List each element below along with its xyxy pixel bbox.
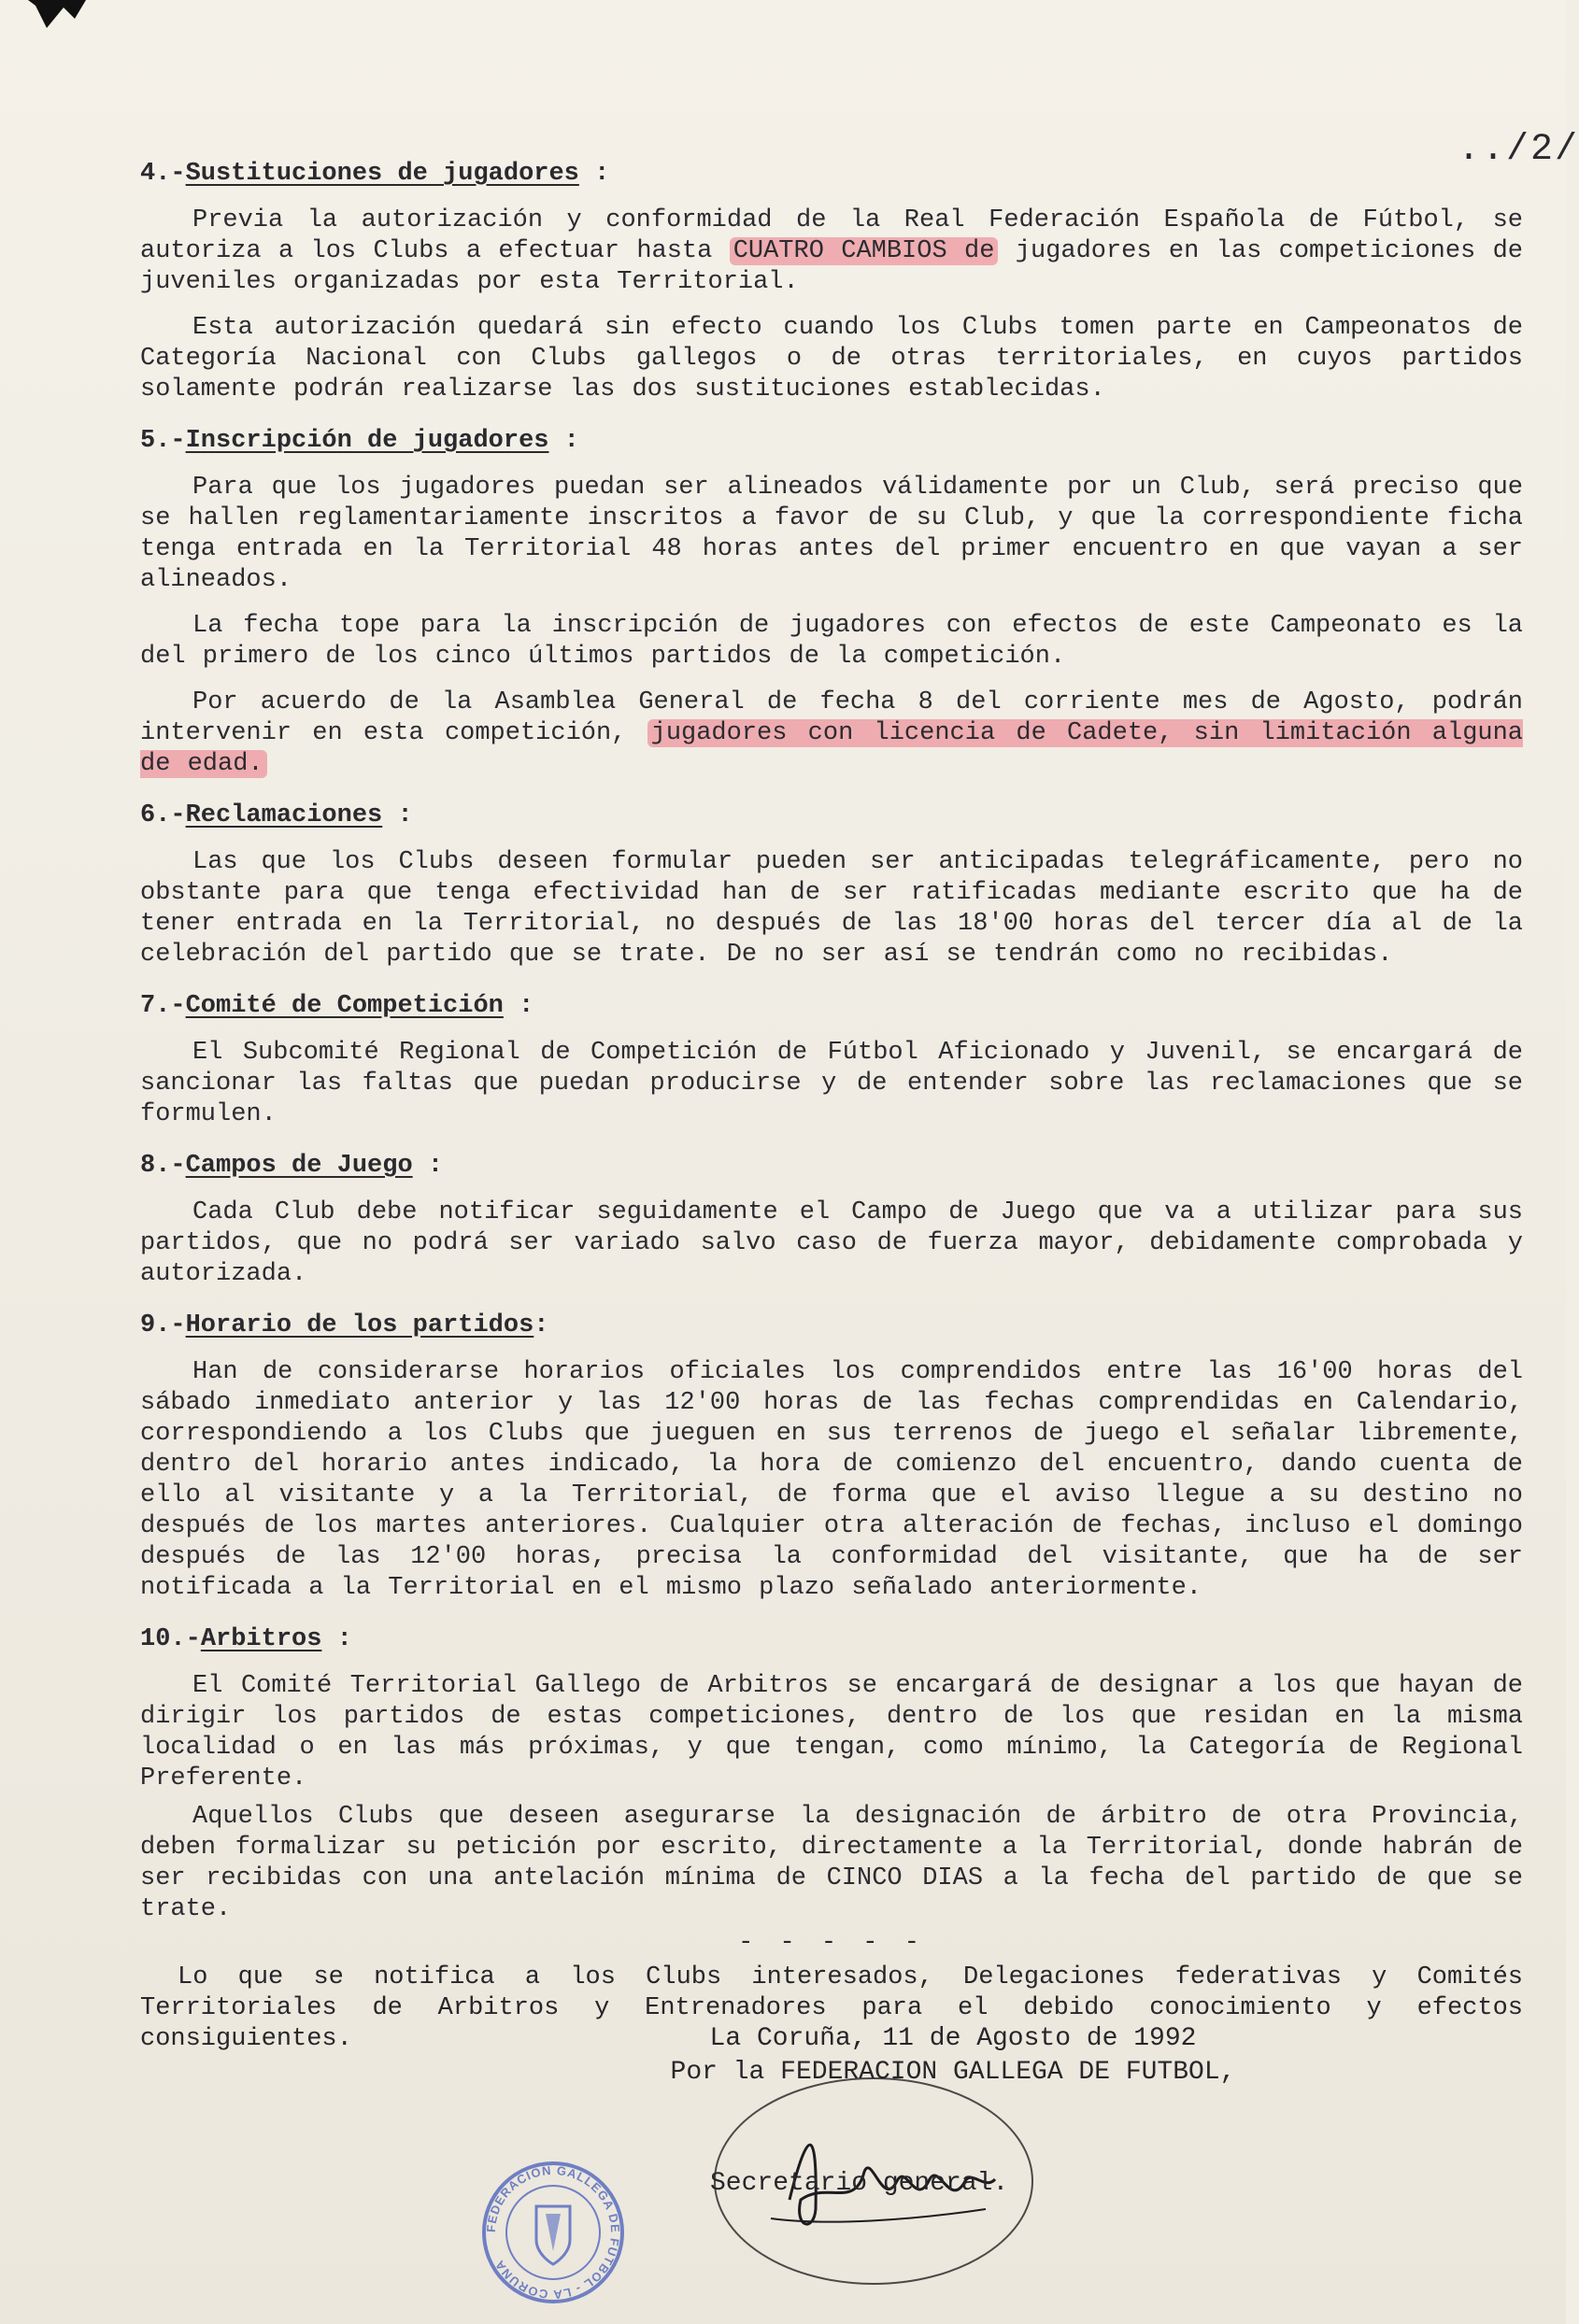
paragraph: El Subcomité Regional de Competición de Fútbol Aficionado y Juvenil, se encargará de sancionar las faltas que puedan producirse y de entender sobre las reclamaciones que se formulen. [140, 1039, 1523, 1128]
paragraph: Aquellos Clubs que deseen asegurarse la designación de árbitro de otra Provincia, deben formalizar su petición por escrito, directamente a la Territorial, donde habrán de ser recibidas con una antelación mínima de CINCO DIAS a la fecha del partido de que se trate. [140, 1803, 1523, 1923]
paragraph: Para que los jugadores puedan ser alineados válidamente por un Club, será preciso que se hallen reglamentariamente inscritos a favor de su Club, y que la correspondiente ficha tenga entrada en la Territorial 48 horas antes del primer encuentro en que vayan a ser alineados. [140, 474, 1523, 594]
federation-seal [478, 2158, 628, 2307]
paragraph: La fecha tope para la inscripción de jugadores con efectos de este Campeonato es la del primero de los cinco últimos partidos de la competición. [140, 612, 1523, 671]
highlighted-text: jugadores con licencia de Cadete, sin limitación alguna de edad. [140, 719, 1523, 778]
closing-paragraph: Lo que se notifica a los Clubs interesados, Delegaciones federativas y Comités Territoriales de Arbitros y Entrenadores para el debido conocimiento y efectos consiguientes. [140, 1963, 1523, 2053]
paragraph: Esta autorización quedará sin efecto cuando los Clubs tomen parte en Campeonatos de Categoría Nacional con Clubs gallegos o de otras territoriales, en cuyos partidos solamente podrán realizarse las dos sustituciones establecidas. [140, 314, 1523, 404]
paragraph: El Comité Territorial Gallego de Arbitros se encargará de designar a los que hayan de dirigir los partidos de estas competiciones, dentro de los que residan en la misma localidad o en las más próximas, y que tengan, como mínimo, la Categoría de Regional Preferente. [140, 1672, 1523, 1793]
corner-ink-mark [28, 0, 86, 32]
seal-text: FEDERACION GALLEGA DE FUTBOL - LA CORUÑA [483, 2162, 623, 2303]
document-body [140, 157, 1523, 2055]
paragraph: Por acuerdo de la Asamblea General de fecha 8 del corriente mes de Agosto, podrán intervenir en esta competición, jugadores con licencia de Cadete, sin limitación alguna de edad. [140, 688, 1523, 778]
section-heading: 5.-Inscripción de jugadores : [140, 427, 579, 455]
paragraph: Han de considerarse horarios oficiales los comprendidos entre las 16'00 horas del sábado inmediato anterior y las 12'00 horas de las fechas comprendidas en Calendario, correspondiendo a los Clubs que jueguen en sus terrenos de juego el señalar libremente, dentro del horario antes indicado, la hora de comienzo del encuentro, dando cuenta de ello al visitante y a la Territorial, de forma que el aviso llegue a su destino no después de los martes anteriores. Cualquier otra alteración de fechas, incluso el domingo después de las 12'00 horas, precisa la conformidad del visitante, que ha de ser notificada a la Territorial en el mismo plazo señalado anteriormente. [140, 1358, 1523, 1602]
highlighted-text: CUATRO CAMBIOS de [730, 237, 999, 265]
paragraph: Previa la autorización y conformidad de la Real Federación Española de Fútbol, se autoriza a los Clubs a efectuar hasta CUATRO CAMBIOS de jugadores en las competiciones de juveniles organizadas por esta Territorial. [140, 206, 1524, 296]
separator: - - - - - [738, 1929, 925, 1957]
section-heading: 7.-Comité de Competición : [140, 992, 534, 1020]
federation-line: Por la FEDERACION GALLEGA DE FUTBOL, [670, 2058, 1236, 2087]
section-heading: 4.-Sustituciones de jugadores : [140, 160, 610, 188]
section-heading: 8.-Campos de Juego : [140, 1152, 444, 1180]
section-heading: 10.-Arbitros : [140, 1625, 352, 1653]
section-heading: 9.-Horario de los partidos: [140, 1311, 549, 1339]
page-number: ../2/ [1458, 129, 1579, 171]
section-heading: 6.-Reclamaciones : [140, 801, 413, 829]
paragraph: Cada Club debe notificar seguidamente el Campo de Juego que va a utilizar para sus partidos, que no podrá ser variado salvo caso de fuerza mayor, debidamente comprobada y autorizada. [140, 1198, 1523, 1288]
secretary-title: Secretario general. [710, 2169, 1009, 2198]
date-line: La Coruña, 11 de Agosto de 1992 [709, 2024, 1197, 2053]
paragraph: Las que los Clubs deseen formular pueden ser anticipadas telegráficamente, pero no obstante para que tenga efectividad han de ser ratificadas mediante escrito que ha de tener entrada en la Territorial, no después de las 18'00 horas del tercer día al de la celebración del partido que se trate. De no ser así se tendrán como no recibidas. [140, 848, 1523, 969]
